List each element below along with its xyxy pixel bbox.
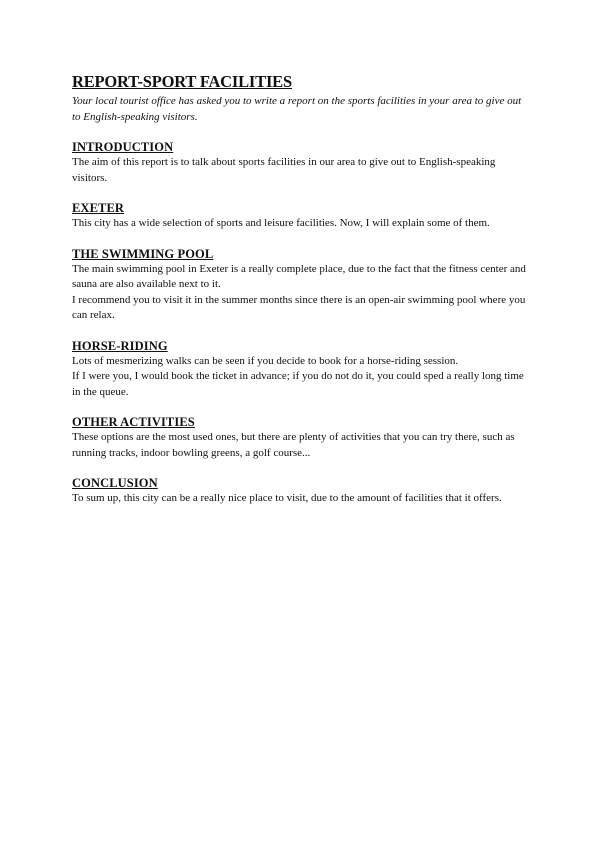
section-heading: THE SWIMMING POOL: [72, 246, 214, 261]
section-paragraph: I recommend you to visit it in the summer months since there is an open-air swimming pool where you can relax.: [72, 293, 526, 321]
section-exeter: [72, 200, 532, 232]
document-subtitle: Your local tourist office has asked you to write a report on the sports facilities in your area to give out to English-speaking visitors.: [72, 95, 522, 123]
section-other-activities: [72, 414, 532, 461]
document-page: [72, 72, 532, 507]
section-paragraph: This city has a wide selection of sports and leisure facilities. Now, I will explain some of them.: [72, 217, 490, 229]
section-heading: CONCLUSION: [72, 476, 158, 490]
section-swimming-pool: [72, 246, 532, 324]
section-introduction: [72, 139, 532, 186]
document-title: REPORT-SPORT FACILITIES: [72, 72, 292, 91]
section-paragraph: These options are the most used ones, but there are plenty of activities that you can try there, such as running tracks, indoor bowling greens, a golf course...: [72, 431, 515, 459]
section-paragraph: To sum up, this city can be a really nice place to visit, due to the amount of facilities that it offers.: [72, 492, 502, 504]
section-paragraph: If I were you, I would book the ticket in advance; if you do not do it, you could sped a really long time in the queue.: [72, 370, 524, 398]
section-conclusion: [72, 475, 532, 507]
section-heading: OTHER ACTIVITIES: [72, 415, 195, 429]
section-paragraph: The aim of this report is to talk about sports facilities in our area to give out to English-speaking visitors.: [72, 156, 496, 184]
section-heading: EXETER: [72, 201, 125, 215]
section-paragraph: The main swimming pool in Exeter is a really complete place, due to the fact that the fitness center and sauna are also available next to it.: [72, 262, 526, 290]
section-heading: INTRODUCTION: [72, 140, 174, 154]
section-horse-riding: [72, 338, 532, 401]
section-heading: HORSE-RIDING: [72, 338, 168, 353]
section-paragraph: Lots of mesmerizing walks can be seen if you decide to book for a horse-riding session.: [72, 354, 459, 367]
